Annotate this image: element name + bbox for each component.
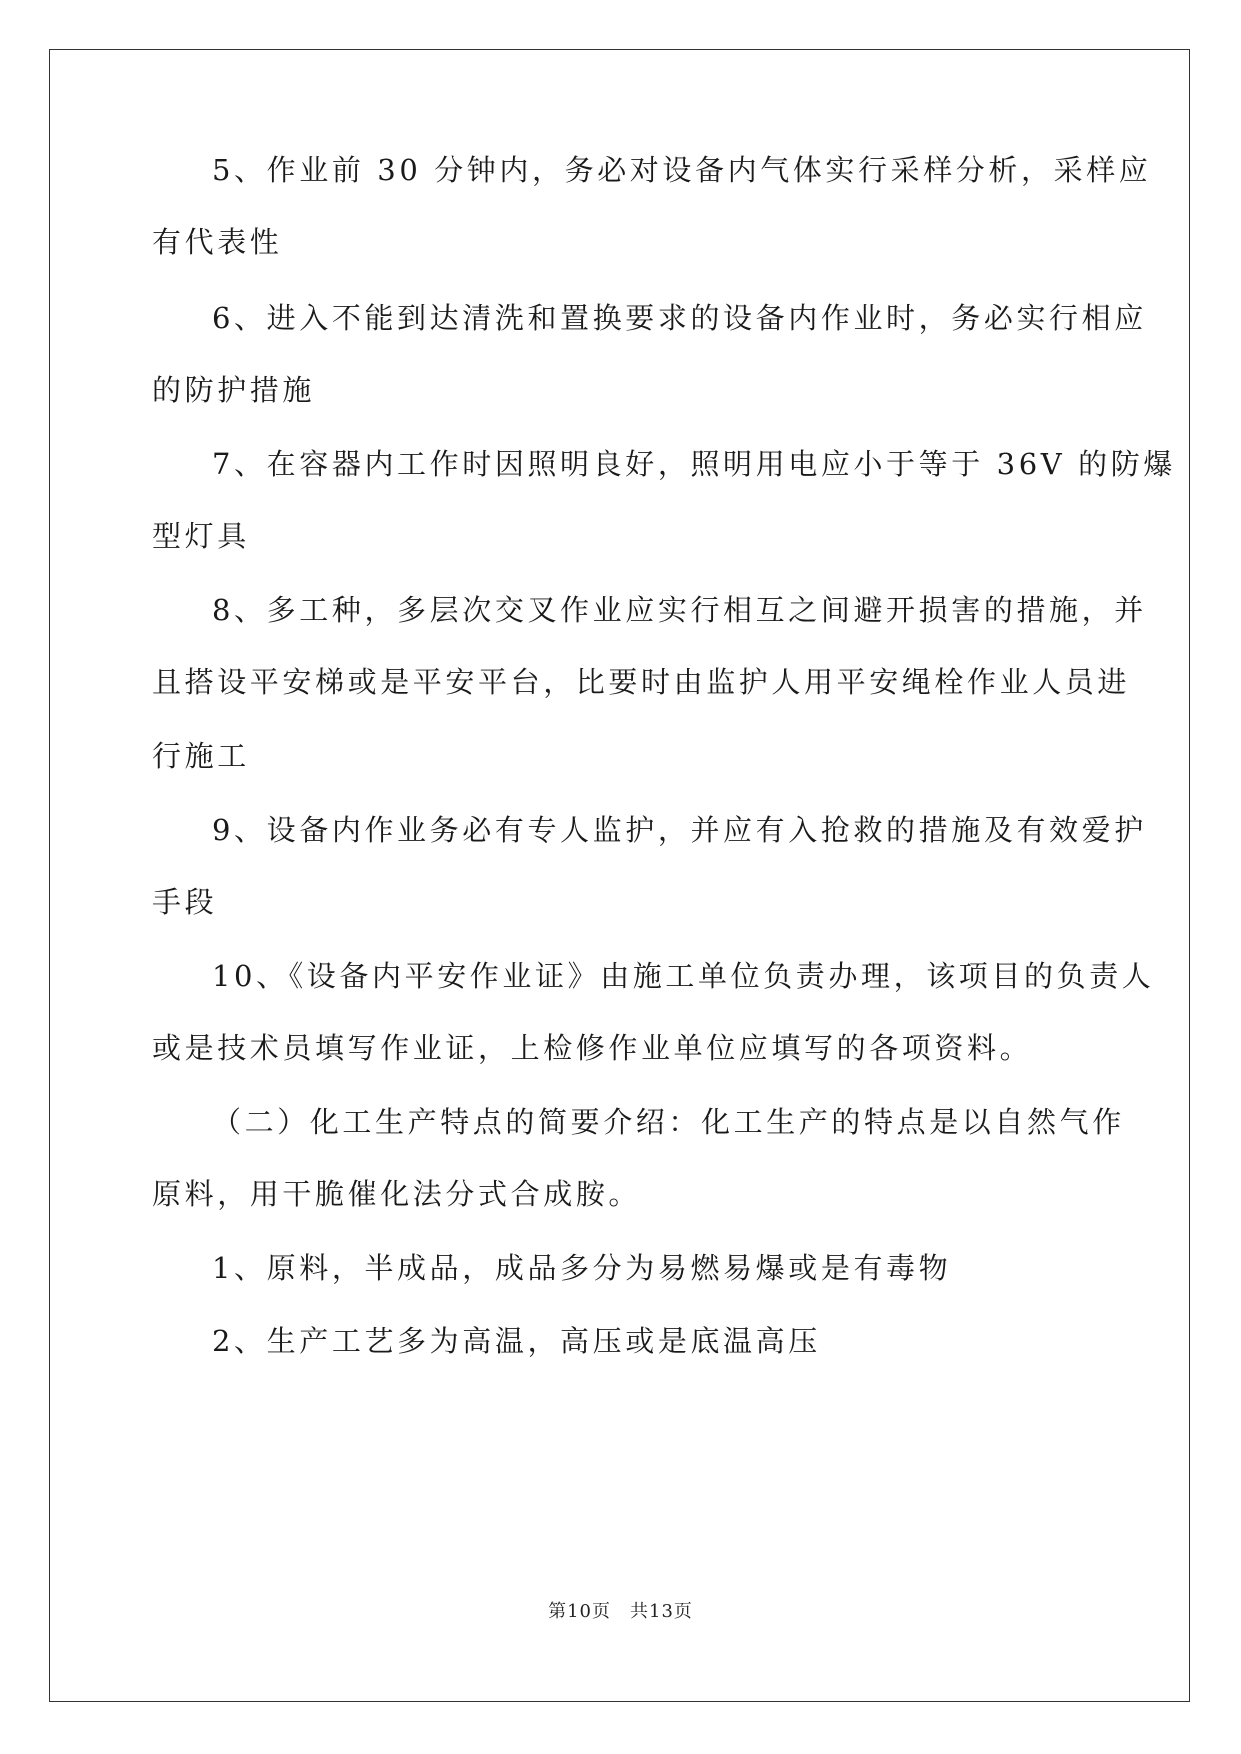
page-number-footer: 第10页 共13页 (548, 1601, 693, 1622)
paragraph-10-line-2: 或是技术员填写作业证，上检修作业单位应填写的各项资料。 (152, 1031, 1033, 1065)
paragraph-9-line-1: 9、设备内作业务必有专人监护，并应有入抢救的措施及有效爱护 (212, 813, 1147, 847)
paragraph-6-line-2: 的防护措施 (152, 373, 316, 407)
paragraph-7-line-2: 型灯具 (152, 519, 250, 553)
section-2-line-2: 原料，用干脆催化法分式合成胺。 (152, 1177, 642, 1211)
paragraph-10-line-1: 10、《设备内平安作业证》由施工单位负责办理，该项目的负责人 (212, 959, 1155, 993)
paragraph-8-line-3: 行施工 (152, 739, 250, 773)
paragraph-8-line-1: 8、多工种，多层次交叉作业应实行相互之间避开损害的措施，并 (212, 593, 1147, 627)
item-1-line: 1、原料，半成品，成品多分为易燃易爆或是有毒物 (212, 1251, 952, 1285)
paragraph-9-line-2: 手段 (152, 885, 218, 919)
page-border (49, 49, 1190, 1702)
paragraph-8-line-2: 且搭设平安梯或是平安平台，比要时由监护人用平安绳栓作业人员进 (152, 665, 1131, 699)
paragraph-5-line-1: 5、作业前 30 分钟内，务必对设备内气体实行采样分析，采样应 (212, 153, 1152, 187)
section-2-line-1: （二）化工生产特点的简要介绍：化工生产的特点是以自然气作 (212, 1105, 1125, 1139)
paragraph-7-line-1: 7、在容器内工作时因照明良好，照明用电应小于等于 36V 的防爆 (212, 447, 1176, 481)
paragraph-6-line-1: 6、进入不能到达清洗和置换要求的设备内作业时，务必实行相应 (212, 301, 1147, 335)
paragraph-5-line-2: 有代表性 (152, 225, 283, 259)
item-2-line: 2、生产工艺多为高温，高压或是底温高压 (212, 1324, 821, 1358)
